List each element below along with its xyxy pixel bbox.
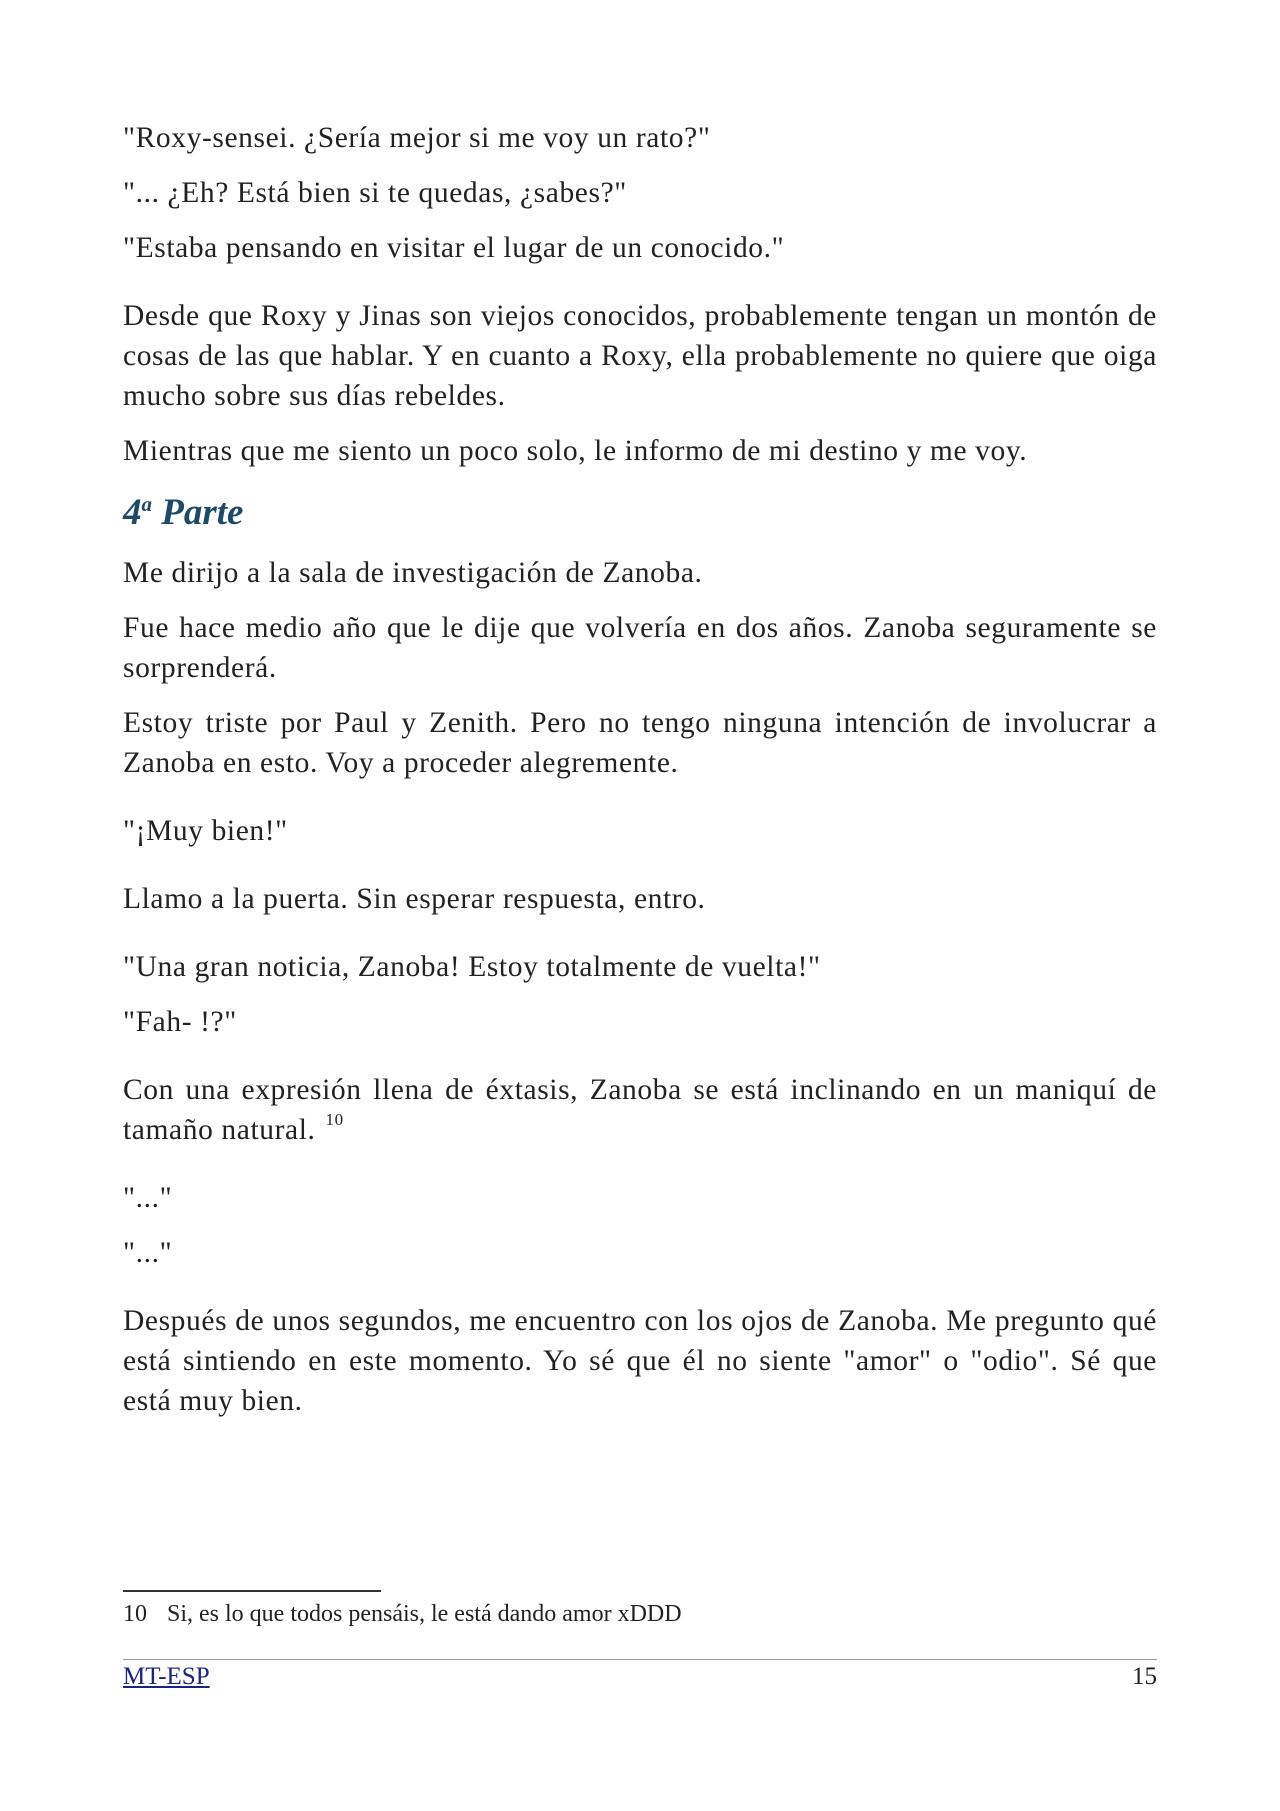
dialogue-line: "¡Muy bien!" [123,815,288,847]
section-title: Parte [161,492,244,533]
dialogue-line: "..." [123,1182,173,1214]
paragraph: Mientras que me siento un poco solo, le informo de mi destino y me voy. [123,435,1028,467]
dialogue-line: "Estaba pensando en visitar el lugar de un conocido." [123,232,785,264]
paragraph-text: Con una expresión llena de éxtasis, Zanoba se está inclinando en un maniquí de tamaño natural. [123,1074,1157,1146]
dialogue-line: "Una gran noticia, Zanoba! Estoy totalmente de vuelta!" [123,951,821,983]
paragraph [123,1070,1157,1150]
paragraph: Después de unos segundos, me encuentro con los ojos de Zanoba. Me pregunto qué está sintiendo en este momento. Yo sé que él no siente "amor" o "odio". Sé que está muy bien. [123,1305,1157,1417]
dialogue-line: "..." [123,1237,173,1269]
section-number: 4 [123,492,142,533]
footnote-separator [123,1590,381,1592]
footnote-number: 10 [123,1601,147,1627]
dialogue-line: "Roxy-sensei. ¿Sería mejor si me voy un rato?" [123,122,711,154]
dialogue-line: "... ¿Eh? Está bien si te quedas, ¿sabes?" [123,177,627,209]
section-heading [123,491,1157,535]
section-ordinal: a [141,492,152,516]
footer-separator [123,1659,1157,1660]
footnote-reference[interactable]: 10 [325,1110,344,1129]
paragraph: Desde que Roxy y Jinas son viejos conocidos, probablemente tengan un montón de cosas de las que hablar. Y en cuanto a Roxy, ella probablemente no quiere que oiga mucho sobre sus días rebeldes. [123,300,1157,412]
footer-link[interactable]: MT-ESP [123,1663,210,1690]
paragraph: Me dirijo a la sala de investigación de Zanoba. [123,557,703,589]
paragraph: Fue hace medio año que le dije que volvería en dos años. Zanoba seguramente se sorprenderá. [123,612,1157,684]
dialogue-line: "Fah- !?" [123,1006,237,1038]
paragraph: Llamo a la puerta. Sin esperar respuesta, entro. [123,883,706,915]
paragraph: Estoy triste por Paul y Zenith. Pero no tengo ninguna intención de involucrar a Zanoba en esto. Voy a proceder alegremente. [123,707,1157,779]
page-body [123,118,1157,1436]
page-number: 15 [1132,1663,1157,1690]
footnote [123,1599,682,1629]
footnote-text: Si, es lo que todos pensáis, le está dando amor xDDD [167,1601,682,1627]
